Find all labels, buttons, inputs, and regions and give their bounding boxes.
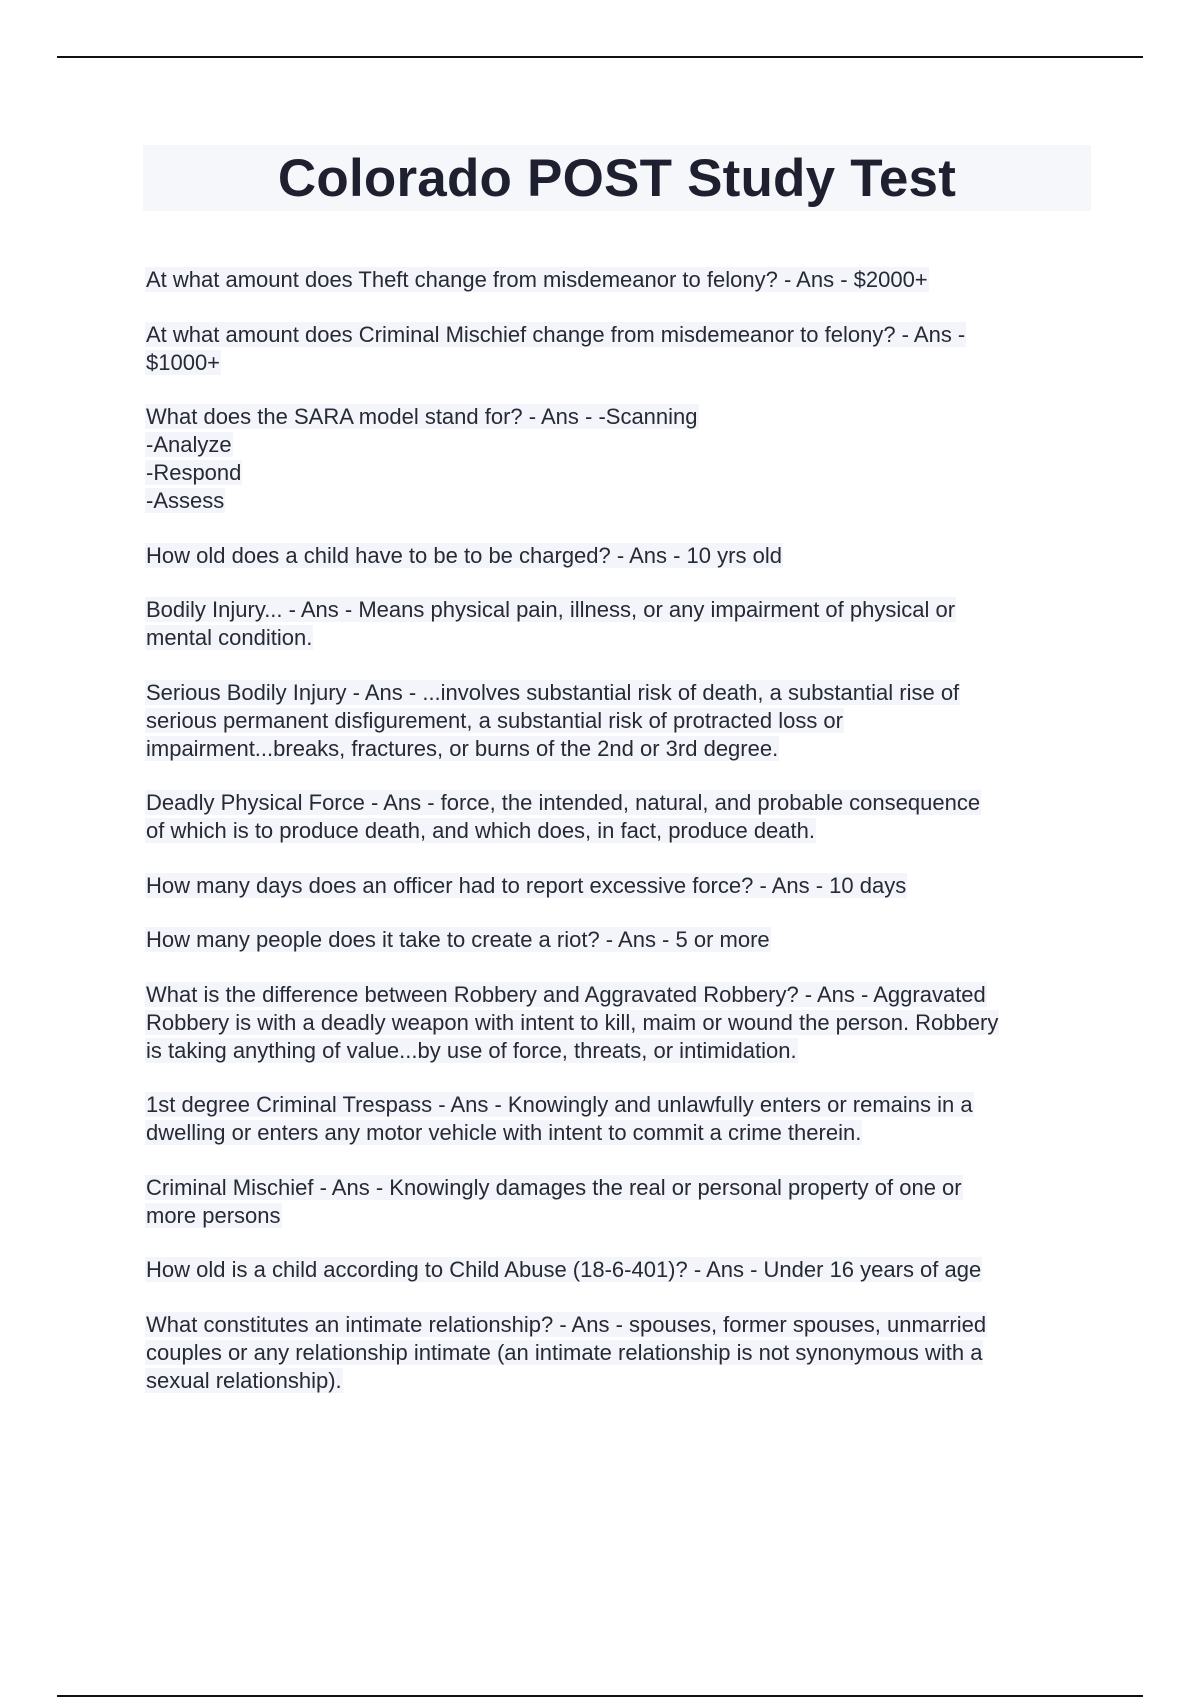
qa-line-text: How old is a child according to Child Abuse (18-6-401)? - Ans - Under 16 years of age <box>146 1257 982 1282</box>
qa-line <box>145 872 1095 900</box>
qa-line <box>145 596 1095 624</box>
qa-line-text: What constitutes an intimate relationship? - Ans - spouses, former spouses, unmarried <box>146 1311 987 1337</box>
qa-line <box>145 1174 1095 1202</box>
qa-line-text: serious permanent disfigurement, a substantial risk of protracted loss or <box>146 707 843 733</box>
qa-line <box>145 1119 1095 1147</box>
qa-line <box>145 542 1095 570</box>
qa-line-text: dwelling or enters any motor vehicle with intent to commit a crime therein. <box>146 1120 862 1145</box>
qa-line-text: mental condition. <box>146 625 313 650</box>
qa-line-text: How many days does an officer had to report excessive force? - Ans - 10 days <box>146 872 907 898</box>
qa-line-text: What is the difference between Robbery and Aggravated Robbery? - Ans - Aggravated <box>146 981 986 1007</box>
qa-line-text: At what amount does Theft change from misdemeanor to felony? - Ans - $2000+ <box>146 267 928 292</box>
top-rule <box>57 56 1143 58</box>
qa-line-text: Deadly Physical Force - Ans - force, the intended, natural, and probable consequence <box>146 790 981 815</box>
qa-line-text: couples or any relationship intimate (an intimate relationship is not synonymous with a <box>146 1339 983 1365</box>
qa-line-text: sexual relationship). <box>146 1367 342 1393</box>
qa-line-text: impairment...breaks, fractures, or burns of the 2nd or 3rd degree. <box>146 735 779 761</box>
qa-line <box>145 1311 1095 1339</box>
qa-item <box>145 321 1095 377</box>
qa-line <box>145 266 1095 294</box>
qa-line-text: Criminal Mischief - Ans - Knowingly damages the real or personal property of one or <box>146 1174 962 1200</box>
qa-line-text: is taking anything of value...by use of force, threats, or intimidation. <box>146 1037 797 1063</box>
qa-item <box>145 596 1095 652</box>
qa-item <box>145 1174 1095 1230</box>
qa-line-text: of which is to produce death, and which does, in fact, produce death. <box>146 818 815 843</box>
qa-line-text: How many people does it take to create a riot? - Ans - 5 or more <box>146 927 770 952</box>
qa-line-text: At what amount does Criminal Mischief change from misdemeanor to felony? - Ans - <box>146 321 966 347</box>
bottom-rule <box>57 1695 1143 1697</box>
qa-item <box>145 403 1095 515</box>
qa-item <box>145 679 1095 763</box>
qa-item <box>145 926 1095 954</box>
qa-line <box>145 1091 1095 1119</box>
qa-line-text: Serious Bodily Injury - Ans - ...involves substantial risk of death, a substantial rise of <box>146 679 960 705</box>
qa-line-text: -Assess <box>146 488 225 513</box>
qa-line-text: -Respond <box>146 460 242 485</box>
qa-line <box>145 1037 1095 1065</box>
qa-list <box>145 266 1095 1421</box>
qa-line-text: 1st degree Criminal Trespass - Ans - Knowingly and unlawfully enters or remains in a <box>146 1092 973 1117</box>
qa-item <box>145 542 1095 570</box>
qa-line <box>145 624 1095 652</box>
qa-line <box>145 735 1095 763</box>
qa-item <box>145 981 1095 1065</box>
page-title: Colorado POST Study Test <box>277 148 957 208</box>
qa-line-text: $1000+ <box>146 349 221 375</box>
qa-item <box>145 1091 1095 1147</box>
qa-line <box>145 817 1095 845</box>
qa-line <box>145 1009 1095 1037</box>
qa-line-text: What does the SARA model stand for? - Ans - -Scanning <box>146 404 698 429</box>
qa-line <box>145 459 1095 487</box>
qa-item <box>145 1311 1095 1395</box>
qa-line-text: more persons <box>146 1202 281 1228</box>
qa-line <box>145 1367 1095 1395</box>
qa-line <box>145 431 1095 459</box>
qa-line <box>145 679 1095 707</box>
qa-line <box>145 926 1095 954</box>
qa-line-text: -Analyze <box>146 432 232 457</box>
qa-item <box>145 789 1095 845</box>
qa-line <box>145 707 1095 735</box>
qa-item <box>145 872 1095 900</box>
qa-line <box>145 1202 1095 1230</box>
qa-line-text: How old does a child have to be to be charged? - Ans - 10 yrs old <box>146 542 782 568</box>
qa-line <box>145 1339 1095 1367</box>
qa-line <box>145 349 1095 377</box>
qa-line <box>145 321 1095 349</box>
qa-line-text: Robbery is with a deadly weapon with intent to kill, maim or wound the person. Robbery <box>146 1009 999 1035</box>
qa-item <box>145 266 1095 294</box>
qa-line <box>145 403 1095 431</box>
qa-line <box>145 1256 1095 1284</box>
qa-line <box>145 981 1095 1009</box>
qa-line-text: Bodily Injury... - Ans - Means physical pain, illness, or any impairment of physical or <box>146 597 956 622</box>
qa-item <box>145 1256 1095 1284</box>
qa-line <box>145 789 1095 817</box>
title-banner <box>143 145 1091 211</box>
qa-line <box>145 487 1095 515</box>
